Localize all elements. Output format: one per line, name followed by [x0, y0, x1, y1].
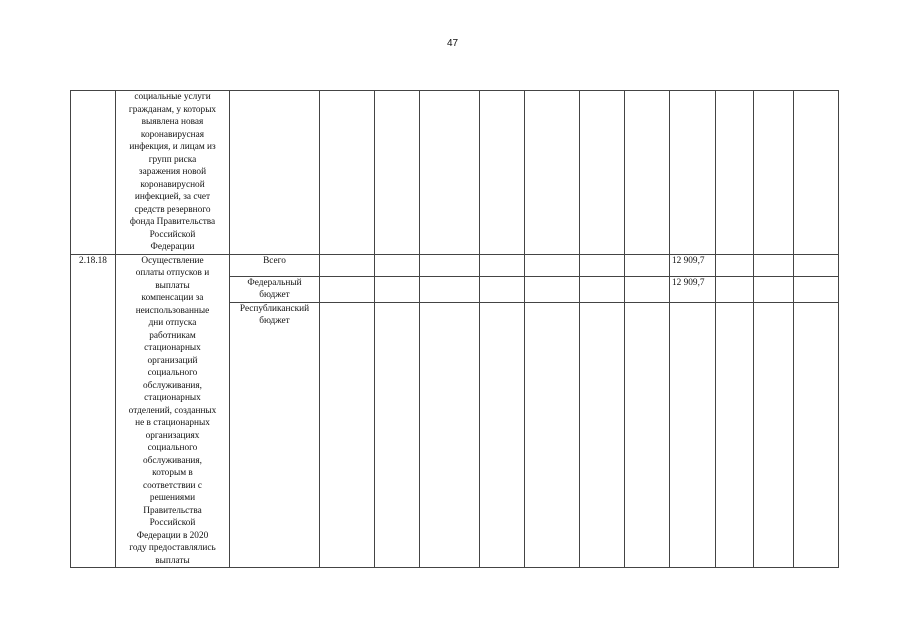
empty-cell [716, 91, 754, 255]
empty-cell [580, 276, 625, 302]
empty-cell [375, 276, 420, 302]
value-cell [670, 302, 716, 567]
empty-cell [525, 91, 580, 255]
empty-cell [525, 302, 580, 567]
empty-cell [480, 276, 525, 302]
empty-cell [420, 276, 480, 302]
empty-cell [716, 254, 754, 276]
empty-cell [794, 91, 839, 255]
empty-cell [794, 254, 839, 276]
empty-cell [754, 254, 794, 276]
empty-cell [754, 276, 794, 302]
empty-cell [625, 302, 670, 567]
empty-cell [625, 91, 670, 255]
empty-cell [625, 276, 670, 302]
empty-cell [580, 91, 625, 255]
empty-cell [716, 302, 754, 567]
page-number: 47 [446, 38, 459, 49]
funding-source-cell: Федеральный бюджет [230, 276, 320, 302]
empty-cell [525, 276, 580, 302]
empty-cell [420, 254, 480, 276]
empty-cell [320, 254, 375, 276]
empty-cell [625, 254, 670, 276]
empty-cell [320, 302, 375, 567]
empty-cell [525, 254, 580, 276]
empty-cell [716, 276, 754, 302]
empty-cell [794, 302, 839, 567]
empty-cell [230, 91, 320, 255]
empty-cell [480, 254, 525, 276]
row-number-cell [71, 91, 116, 255]
empty-cell [420, 91, 480, 255]
row-name-cell: социальные услуги гражданам, у которых выявлена новая коронавирусная инфекция, и лицам из групп риска заражения новой коронавирусной инфекцией, за счет средств резервного фонда Правительства Российской Федерации [116, 91, 230, 255]
empty-cell [670, 91, 716, 255]
empty-cell [580, 254, 625, 276]
empty-cell [375, 254, 420, 276]
empty-cell [480, 91, 525, 255]
empty-cell [320, 91, 375, 255]
empty-cell [420, 302, 480, 567]
empty-cell [375, 302, 420, 567]
empty-cell [320, 276, 375, 302]
funding-source-cell: Республиканский бюджет [230, 302, 320, 567]
table-row-total [71, 254, 839, 276]
empty-cell [375, 91, 420, 255]
empty-cell [580, 302, 625, 567]
empty-cell [754, 302, 794, 567]
row-number-cell: 2.18.18 [71, 254, 116, 568]
empty-cell [480, 302, 525, 567]
funding-source-cell: Всего [230, 254, 320, 276]
value-cell: 12 909,7 [670, 254, 716, 276]
budget-table [70, 90, 839, 568]
value-cell: 12 909,7 [670, 276, 716, 302]
table-row-continuation [71, 91, 839, 255]
empty-cell [754, 91, 794, 255]
row-name-cell: Осуществление оплаты отпусков и выплаты компенсации за неиспользованные дни отпуска работникам стационарных организаций социального обслуживания, стационарных отделений, созданных не в стационарных организациях социального обслуживания, которым в соответствии с решениями Правительства Российской Федерации в 2020 году предоставлялись выплаты [116, 254, 230, 568]
empty-cell [794, 276, 839, 302]
